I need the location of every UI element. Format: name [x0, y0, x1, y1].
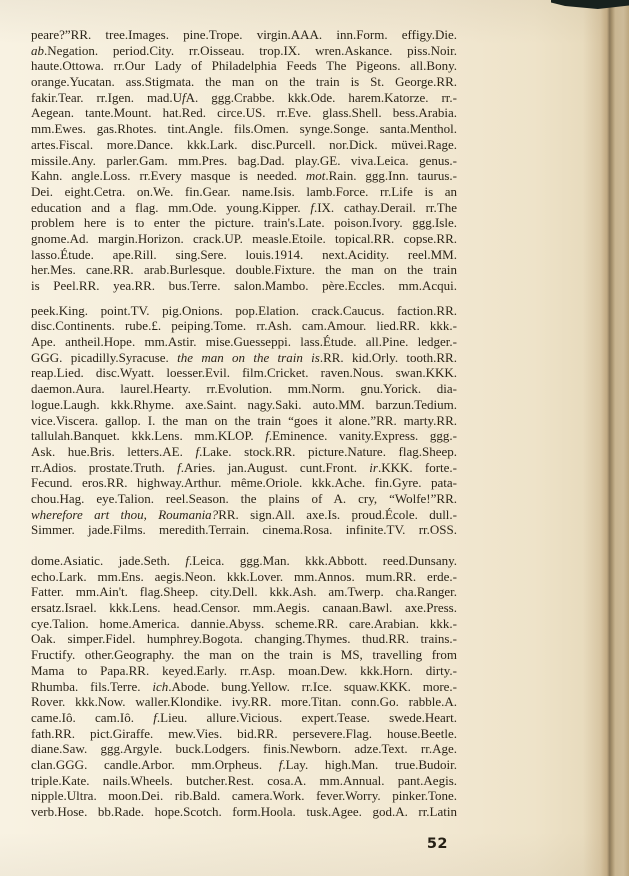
text-segment: mm.Ewes. gas.Rhotes. tint.Angle. fils.Omen. synge.Songe. santa.Menthol. [31, 121, 457, 137]
italic-text-segment: ab [31, 42, 44, 58]
text-segment: .Lay. high.Man. true.Budoir. [282, 756, 457, 772]
text-segment: Dei. eight.Cetra. on.We. fin.Gear. name.Isis. lamb.Force. rr.Life is an [31, 183, 457, 199]
italic-text-segment: f [195, 443, 200, 459]
italic-text-segment: wherefore art thou, Roumania? [31, 506, 219, 522]
text-line [31, 460, 457, 476]
text-line [31, 788, 457, 804]
text-segment: orange.Yucatan. ass.Stigmata. the man on the train is St. George.RR. [31, 74, 457, 90]
text-segment: Oak. simper.Fidel. humphrey.Bogota. changing.Thymes. thud.RR. trains.- [31, 631, 457, 647]
italic-text-segment: ich [152, 678, 169, 694]
text-line [31, 278, 457, 294]
text-segment: clan.GGG. candle.Arbor. mm.Orpheus. [31, 756, 279, 772]
paragraph [31, 303, 457, 538]
text-segment: .Aries. jan.August. cunt.Front. [180, 459, 370, 475]
text-segment: is Peel.RR. yea.RR. bus.Terre. salon.Mambo. père.Eccles. mm.Acqui. [31, 278, 457, 293]
text-line [31, 600, 457, 616]
text-segment: gnome.Ad. margin.Horizon. crack.UP. measle.Etoile. topical.RR. copse.RR. [31, 230, 457, 246]
text-segment: chou.Hag. eye.Talion. reel.Season. the plains of A. cry, “Wolfe!”RR. [31, 490, 457, 506]
text-segment: logue.Laugh. kkk.Rhyme. axe.Saint. nagy.Saki. auto.MM. barzun.Tedium. [31, 396, 457, 412]
italic-text-segment: the man on the train is [177, 349, 320, 365]
italic-text-segment: f [310, 199, 314, 215]
text-line [31, 679, 457, 695]
text-segment: Mama to Papa.RR. keyed.Early. rr.Asp. moan.Dew. kkk.Horn. dirty.- [31, 662, 457, 678]
text-segment: ersatz.Israel. kkk.Lens. head.Censor. mm.Aegis. canaan.Bawl. axe.Press. [31, 600, 457, 616]
text-segment: diane.Saw. ggg.Argyle. buck.Lodgers. finis.Newborn. adze.Text. rr.Age. [31, 741, 457, 757]
text-segment: problem here is to enter the picture. train's.Late. poison.Ivory. ggg.Isle. [31, 215, 457, 231]
text-segment: cye.Talion. home.America. dannie.Abyss. scheme.RR. care.Arabian. kkk.- [31, 615, 457, 631]
page-text [31, 27, 457, 820]
text-line [31, 694, 457, 710]
text-segment: triple.Kate. nails.Wheels. butcher.Rest. cosa.A. mm.Annual. pant.Aegis. [31, 772, 457, 788]
text-line [31, 303, 457, 319]
italic-text-segment: f [153, 709, 157, 725]
text-segment: Fecund. eros.RR. highway.Arthur. même.Oriole. kkk.Ache. fin.Gyre. pata- [31, 475, 457, 491]
italic-text-segment: mot [305, 168, 326, 184]
text-segment: .Abode. bung.Yellow. rr.Ice. squaw.KKK. more.- [168, 678, 457, 694]
text-segment: Simmer. jade.Films. meredith.Terrain. cinema.Rosa. infinite.TV. rr.OSS. [31, 522, 457, 538]
text-line [31, 584, 457, 600]
text-segment: vice.Viscera. gallop. I. the man on the train “goes it alone.”RR. marty.RR. [31, 412, 457, 428]
text-line [31, 262, 457, 278]
text-segment: missile.Any. parler.Gam. mm.Pres. bag.Dad. play.GE. viva.Leica. genus.- [31, 152, 457, 168]
text-line [31, 553, 457, 569]
text-line [31, 726, 457, 742]
text-line [31, 74, 457, 90]
text-line [31, 663, 457, 679]
text-segment: peek.King. point.TV. pig.Onions. pop.Elation. crack.Caucus. faction.RR. [31, 302, 457, 318]
text-segment: .Eminence. vanity.Express. ggg.- [268, 428, 457, 444]
text-line [31, 334, 457, 350]
text-segment: .Negation. period.City. rr.Oisseau. trop.IX. wren.Askance. piss.Noir. [44, 42, 457, 58]
text-line [31, 773, 457, 789]
text-line [31, 491, 457, 507]
text-line [31, 507, 457, 523]
text-segment: Rover. kkk.Now. waller.Klondike. ivy.RR. more.Titan. conn.Go. rabble.A. [31, 694, 457, 710]
text-line [31, 569, 457, 585]
text-line [31, 710, 457, 726]
paragraph [31, 553, 457, 820]
text-segment: Ask. hue.Bris. letters.AE. [31, 443, 196, 459]
text-segment: .Rain. ggg.Inn. taurus.- [325, 168, 457, 184]
text-line [31, 231, 457, 247]
italic-text-segment: f [182, 89, 186, 105]
text-segment: .Lake. stock.RR. picture.Nature. flag.Sheep. [199, 443, 457, 459]
paragraph [31, 27, 457, 294]
text-line [31, 168, 457, 184]
text-segment: daemon.Aura. laurel.Hearty. rr.Evolution. mm.Norm. gnu.Yorick. dia- [31, 381, 457, 397]
text-line [31, 397, 457, 413]
text-line [31, 444, 457, 460]
text-segment: .IX. cathay.Derail. rr.The [313, 199, 457, 215]
text-segment: .Lieu. allure.Vicious. expert.Tease. swede.Heart. [156, 709, 457, 725]
text-line [31, 350, 457, 366]
text-segment: GGG. picadilly.Syracuse. [31, 349, 178, 365]
text-line [31, 428, 457, 444]
text-line [31, 631, 457, 647]
text-segment: .RR. kid.Orly. tooth.RR. [319, 349, 457, 365]
text-line [31, 58, 457, 74]
text-segment: dome.Asiatic. jade.Seth. [31, 553, 186, 568]
text-segment: .KKK. forte.- [377, 459, 457, 475]
text-segment: Rhumba. fils.Terre. [31, 678, 153, 694]
text-line [31, 105, 457, 121]
text-segment: Fatter. mm.Ain't. flag.Sheep. city.Dell. kkk.Ash. am.Twerp. cha.Ranger. [31, 584, 457, 600]
text-line [31, 27, 457, 43]
text-segment: lasso.Étude. ape.Rill. sing.Sere. louis.1914. next.Acidity. reel.MM. [31, 246, 457, 262]
italic-text-segment: f [177, 459, 181, 475]
text-line [31, 200, 457, 216]
text-segment: Ape. antheil.Hope. mm.Astir. mise.Guesseppi. lass.Étude. all.Pine. ledger.- [31, 334, 457, 350]
text-segment: fath.RR. pict.Giraffe. mew.Vies. bid.RR. persevere.Flag. house.Beetle. [31, 725, 457, 741]
italic-text-segment: f [185, 553, 190, 568]
text-line [31, 247, 457, 263]
italic-text-segment: f [265, 428, 269, 444]
text-line [31, 804, 457, 820]
text-segment: came.Iô. cam.Iô. [31, 709, 154, 725]
text-segment: fakir.Tear. rr.Igen. mad.U [31, 89, 183, 105]
text-segment: artes.Fiscal. more.Dance. kkk.Lark. disc.Purcell. nor.Dick. müvei.Rage. [31, 136, 457, 152]
text-segment: peare?”RR. tree.Images. pine.Trope. virgin.AAA. inn.Form. effigy.Die. [31, 27, 457, 42]
text-segment: disc.Continents. rube.£. peiping.Tome. rr.Ash. cam.Amour. lied.RR. kkk.- [31, 318, 457, 334]
text-line [31, 153, 457, 169]
text-line [31, 741, 457, 757]
text-segment: her.Mes. cane.RR. arab.Burlesque. double.Fixture. the man on the train [31, 262, 457, 278]
text-segment: tallulah.Banquet. kkk.Lens. mm.KLOP. [31, 428, 266, 444]
text-segment: Aegean. tante.Mount. hat.Red. circe.US. rr.Eve. glass.Shell. bess.Arabia. [31, 105, 457, 121]
text-segment: nipple.Ultra. moon.Dei. rib.Bald. camera.Work. fever.Worry. pinker.Tone. [31, 788, 457, 804]
text-segment: verb.Hose. bb.Rade. hope.Scotch. form.Hoola. tusk.Agee. god.A. rr.Latin [31, 804, 457, 819]
text-line [31, 90, 457, 106]
text-segment: A. ggg.Crabbe. kkk.Ode. harem.Katorze. rr.- [185, 89, 457, 105]
text-segment: .Leica. ggg.Man. kkk.Abbott. reed.Dunsany. [189, 553, 457, 568]
text-line [31, 215, 457, 231]
text-segment: RR. sign.All. axe.Is. proud.École. dull.- [218, 506, 457, 522]
text-line [31, 43, 457, 59]
text-segment: education and a flag. mm.Ode. young.Kipper. [31, 199, 311, 215]
text-line [31, 318, 457, 334]
text-line [31, 381, 457, 397]
page-number: 52 [426, 836, 448, 852]
text-segment: echo.Lark. mm.Ens. aegis.Neon. kkk.Lover. mm.Annos. mum.RR. erde.- [31, 568, 457, 584]
page-edge-shadow [583, 0, 629, 876]
text-line [31, 121, 457, 137]
text-segment: Kahn. angle.Loss. rr.Every masque is needed. [31, 168, 306, 184]
text-line [31, 365, 457, 381]
text-line [31, 137, 457, 153]
text-line [31, 616, 457, 632]
text-segment: Fructify. other.Geography. the man on the train is MS, travelling from [31, 647, 457, 663]
text-segment: reap.Lied. disc.Wyatt. loesser.Evil. film.Cricket. raven.Nous. swan.KKK. [31, 365, 457, 381]
text-segment: rr.Adios. prostate.Truth. [31, 459, 178, 475]
text-line [31, 475, 457, 491]
text-line [31, 757, 457, 773]
text-line [31, 522, 457, 538]
italic-text-segment: ir [369, 459, 378, 475]
italic-text-segment: f [278, 756, 283, 772]
text-line [31, 647, 457, 663]
text-line [31, 184, 457, 200]
text-segment: haute.Ottowa. rr.Our Lady of Philadelphia Feeds The Pigeons. all.Bony. [31, 58, 457, 74]
text-line [31, 413, 457, 429]
